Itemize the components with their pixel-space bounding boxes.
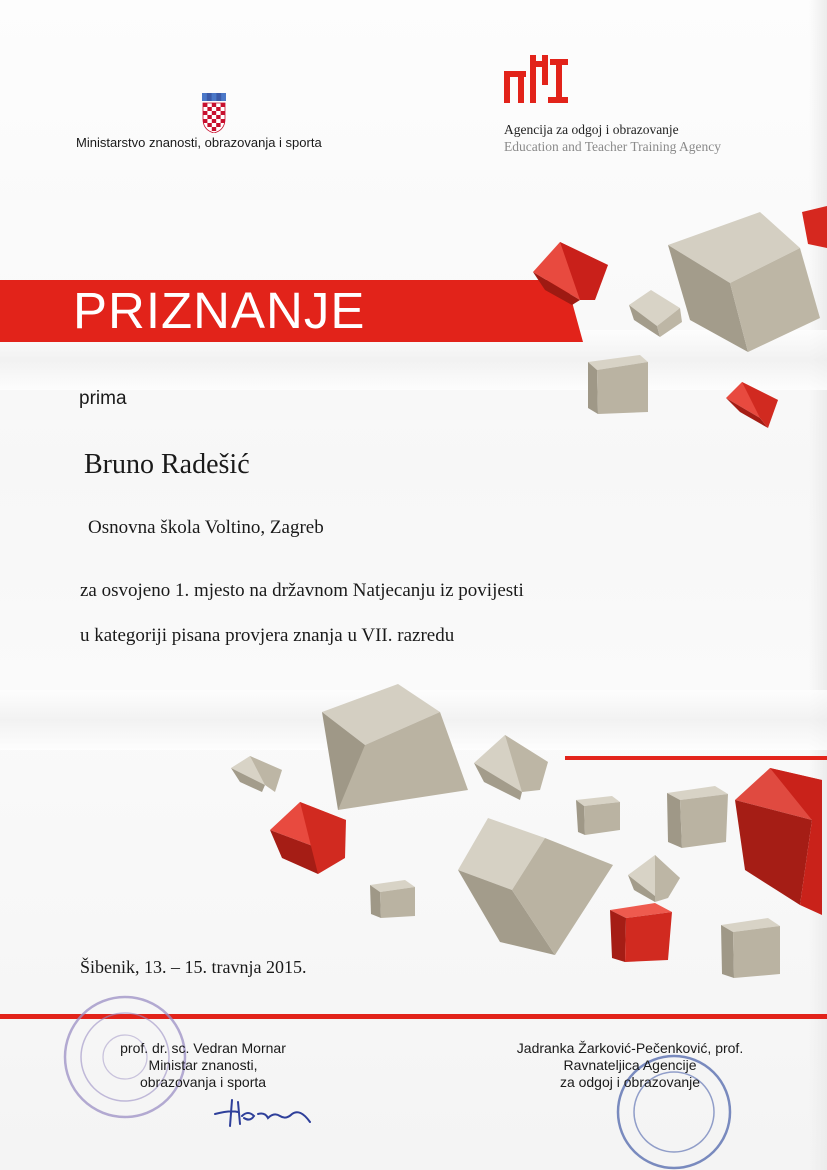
decor-cube-red xyxy=(533,242,608,305)
signatory-right-name: Jadranka Žarković-Pečenković, prof. xyxy=(516,1040,744,1056)
agency-name-english: Education and Teacher Training Agency xyxy=(504,139,722,154)
place-and-date: Šibenik, 13. – 15. travnja 2015. xyxy=(80,957,307,977)
decor-cube xyxy=(458,818,613,955)
decor-cube-red xyxy=(735,768,822,915)
decor-cube xyxy=(628,855,680,902)
school-name: Osnovna škola Voltino, Zagreb xyxy=(88,517,324,538)
signatory-right-role-2: za odgoj i obrazovanje xyxy=(559,1074,701,1090)
signatory-right xyxy=(500,1040,760,1091)
achievement-line-1: za osvojeno 1. mjesto na državnom Natjecanju iz povijesti xyxy=(80,580,524,601)
achievement-line-2: u kategoriji pisana provjera znanja u VII. razredu xyxy=(80,625,455,646)
decor-cube xyxy=(588,355,648,414)
signatory-left-role-2: obrazovanja i sporta xyxy=(139,1074,267,1090)
decor-cube xyxy=(322,684,468,810)
signatory-left-role-1: Ministar znanosti, xyxy=(148,1057,258,1073)
agency-name-croatian: Agencija za odgoj i obrazovanje xyxy=(504,122,679,137)
decor-cube-red xyxy=(610,903,672,962)
receives-label: prima xyxy=(79,388,127,409)
decor-cube xyxy=(629,290,682,337)
decor-cube-red xyxy=(726,382,778,428)
decor-cube xyxy=(576,796,620,835)
decor-cube-red xyxy=(270,802,346,874)
signatory-left-name: prof. dr. sc. Vedran Mornar xyxy=(120,1040,286,1056)
handwritten-signature xyxy=(210,1092,320,1132)
decor-cube xyxy=(231,756,282,792)
recipient-name: Bruno Radešić xyxy=(84,449,250,480)
certificate-title: PRIZNANJE xyxy=(73,282,366,339)
decor-cube xyxy=(721,918,780,978)
decor-rule-upper xyxy=(565,756,827,760)
decor-cube xyxy=(370,880,415,918)
decor-cube-red xyxy=(802,206,827,248)
decor-cube xyxy=(667,786,728,848)
ministry-name: Ministarstvo znanosti, obrazovanja i sporta xyxy=(76,135,322,150)
decor-cube xyxy=(474,735,548,800)
decor-cube xyxy=(668,212,820,352)
signatory-right-role-1: Ravnateljica Agencije xyxy=(563,1057,697,1073)
signatory-left xyxy=(68,1040,338,1091)
